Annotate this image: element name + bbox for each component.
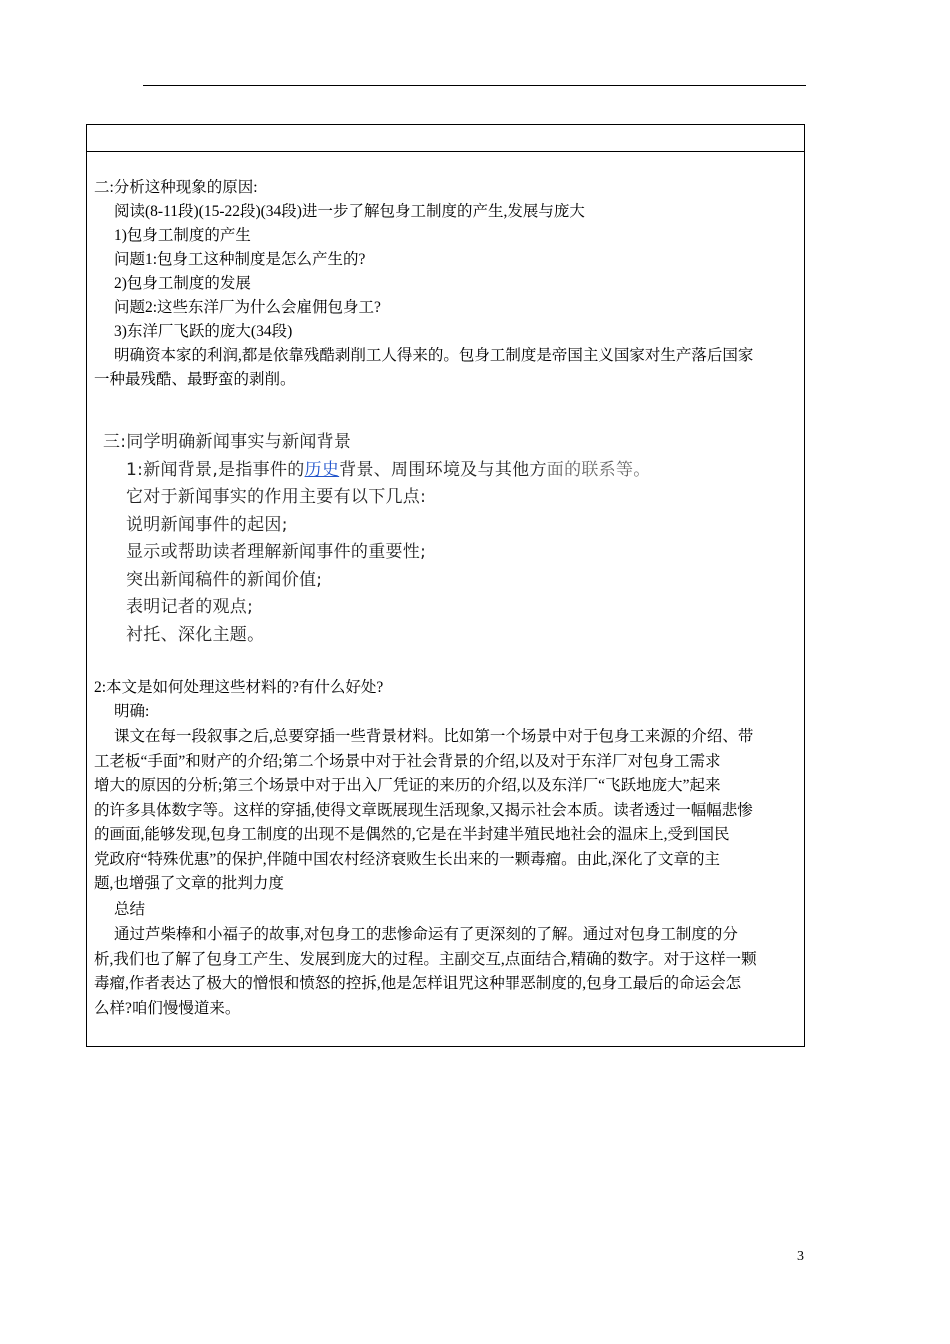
definition-tail: 面的联系等。 [546, 460, 651, 480]
question2-clarify-label: 明确: [114, 703, 150, 720]
section2-item1: 1)包身工制度的产生 [114, 227, 251, 244]
answer-line: 题,也增强了文章的批判力度 [94, 875, 284, 892]
section2-question2: 问题2:这些东洋厂为什么会雇佣包身工? [114, 299, 381, 316]
section2-item3: 3)东洋厂飞跃的庞大(34段) [114, 323, 293, 340]
section3-role-5: 衬托、深化主题。 [126, 625, 265, 645]
section2-reading: 阅读(8-11段)(15-22段)(34段)进一步了解包身工制度的产生,发展与庞大 [114, 203, 585, 220]
section2-question1: 问题1:包身工这种制度是怎么产生的? [114, 251, 366, 268]
question2-answer [94, 725, 753, 897]
header-rule [143, 85, 806, 86]
summary-line: 么样?咱们慢慢道来。 [94, 999, 241, 1017]
section2-clarify-line2: 一种最残酷、最野蛮的剥削。 [94, 371, 296, 388]
summary-line: 析,我们也了解了包身工产生、发展到庞大的过程。主副交互,点面结合,精确的数字。对于这样一颗 [94, 950, 757, 968]
section3-role-3: 突出新闻稿件的新闻价值; [126, 570, 323, 590]
page-number: 3 [797, 1249, 804, 1264]
summary-line: 毒瘤,作者表达了极大的憎恨和愤怒的控拆,他是怎样诅咒这种罪恶制度的,包身工最后的命运会怎 [94, 975, 742, 992]
answer-line: 党政府“特殊优惠”的保护,伴随中国农村经济衰败生长出来的一颗毒瘤。由此,深化了文章的主 [94, 850, 721, 868]
section3-role: 它对于新闻事实的作用主要有以下几点: [126, 487, 427, 507]
table-header-row-divider [87, 151, 804, 152]
section2-item2: 2)包身工制度的发展 [114, 275, 251, 292]
section3-role-4: 表明记者的观点; [126, 597, 254, 617]
section3-role-2: 显示或帮助读者理解新闻事件的重要性; [126, 542, 427, 562]
answer-line: 增大的原因的分析;第三个场景中对于出入厂凭证的来历的介绍,以及东洋厂“飞跃地庞大”起来 [94, 777, 721, 794]
section3-heading: 三:同学明确新闻事实与新闻背景 [103, 432, 352, 452]
summary-label: 总结 [114, 901, 146, 918]
summary-line: 通过芦柴棒和小福子的故事,对包身工的悲惨命运有了更深刻的了解。通过对包身工制度的分 [114, 926, 738, 943]
answer-line: 的画面,能够发现,包身工制度的出现不是偶然的,它是在半封建半殖民地社会的温床上,受到国民 [94, 826, 730, 843]
section3-definition [126, 459, 651, 481]
section2-heading: 二:分析这种现象的原因: [94, 179, 258, 196]
definition-prefix: 1:新闻背景,是指事件的 [126, 460, 305, 480]
lesson-table [86, 124, 805, 1047]
history-link[interactable]: 历史 [304, 460, 340, 480]
summary-text [94, 923, 757, 1021]
question2: 2:本文是如何处理这些材料的?有什么好处? [94, 679, 384, 696]
definition-middle: 背景、周围环境及与其他方 [339, 460, 547, 480]
section2-clarify-line1: 明确资本家的利润,都是依靠残酷剥削工人得来的。包身工制度是帝国主义国家对生产落后国家 [114, 347, 754, 364]
section3-role-1: 说明新闻事件的起因; [126, 515, 288, 535]
answer-line: 的许多具体数字等。这样的穿插,使得文章既展现生活现象,又揭示社会本质。读者透过一幅幅悲惨 [94, 801, 753, 819]
answer-line: 工老板“手面”和财产的介绍;第二个场景中对于社会背景的介绍,以及对于东洋厂对包身工需求 [94, 752, 721, 770]
answer-line: 课文在每一段叙事之后,总要穿插一些背景材料。比如第一个场景中对于包身工来源的介绍、带 [114, 728, 754, 745]
